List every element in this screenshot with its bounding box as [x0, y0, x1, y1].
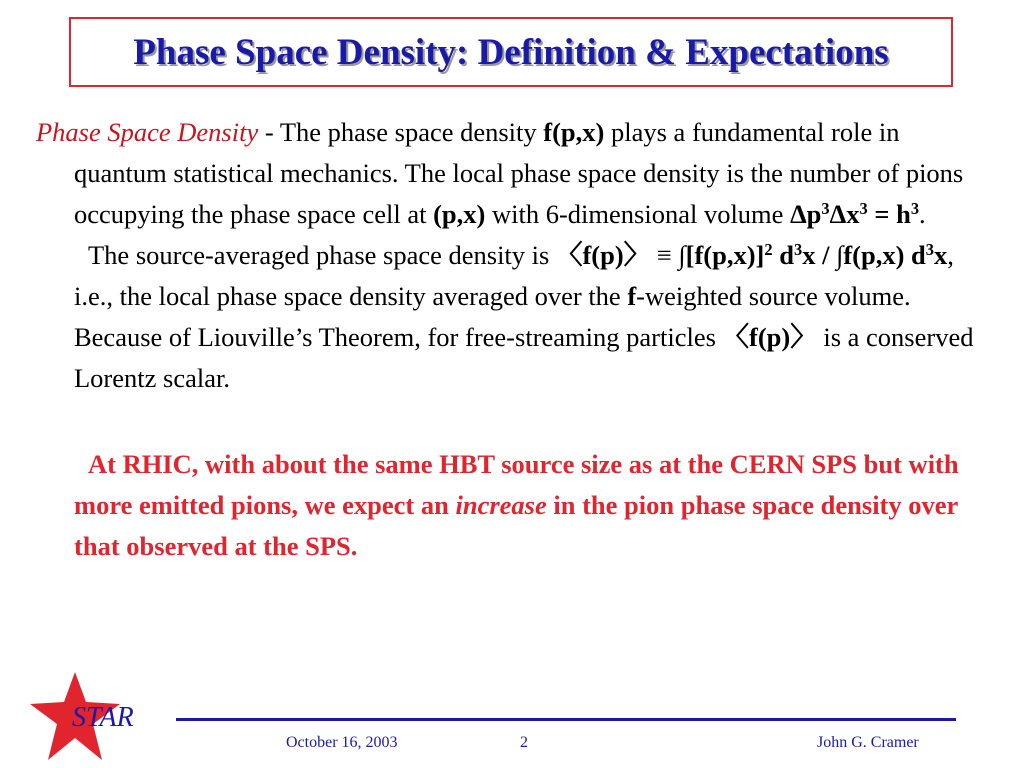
formula-definition [678, 240, 947, 270]
text-run: . [919, 199, 926, 229]
text-run: is a conserved Lorentz scalar. [74, 322, 974, 393]
text-run: At RHIC, with about the same HBT source size as at the CERN SPS but with more emitted pions, we expect an [74, 449, 959, 520]
title-frame [69, 17, 953, 87]
formula-volume [790, 199, 919, 229]
text-run: -weighted source volume. Because of Liouville’s Theorem, for free-streaming particles [74, 281, 911, 352]
slide-title: Phase Space Density: Definition & Expectations [133, 31, 889, 73]
formula-part: x / ∫f(p,x) d [802, 240, 926, 270]
text-run: The source-averaged phase space density is [88, 240, 556, 270]
term-phase-space-density: Phase Space Density [36, 117, 259, 147]
superscript: 3 [910, 198, 920, 218]
formula-part: Δx [829, 199, 860, 229]
text-run: , i.e., the local phase space density averaged over the [74, 240, 954, 311]
superscript: 3 [821, 198, 830, 218]
formula-part: x [934, 240, 948, 270]
text-run: in the pion phase space density over that observed at the SPS. [74, 490, 958, 561]
formula-avg-f: 〈f(p)〉 [555, 240, 651, 270]
formula-part: = h [867, 199, 911, 229]
formula-part: d [772, 240, 794, 270]
footer-page-number: 2 [520, 734, 528, 751]
formula-px: (p,x) [433, 199, 486, 229]
superscript: 3 [859, 198, 868, 218]
paragraph-expectation [36, 444, 996, 567]
formula-f: f [627, 281, 637, 311]
footer-date: October 16, 2003 [286, 734, 398, 751]
text-run: ≡ [650, 240, 679, 270]
paragraph-definition [36, 112, 996, 235]
formula-f-px: f(p,x) [543, 117, 605, 147]
formula-avg-f: 〈f(p)〉 [722, 322, 817, 352]
superscript: 3 [793, 239, 803, 259]
footer-divider [176, 718, 956, 721]
formula-part: ∫[f(p,x)] [678, 240, 765, 270]
text-run: plays a fundamental role in quantum statistical mechanics. The local phase space density is the number of pions occupying the phase space cell at [74, 117, 964, 229]
slide-body [36, 112, 996, 567]
superscript: 3 [925, 239, 934, 259]
paragraph-source-averaged [36, 235, 996, 399]
emphasis-increase: increase [455, 490, 547, 520]
formula-part: Δp [790, 199, 822, 229]
star-logo-text: STAR [72, 702, 134, 733]
superscript: 2 [764, 239, 773, 259]
text-run: - The phase space density [258, 117, 544, 147]
text-run: with 6-dimensional volume [485, 199, 791, 229]
footer-author: John G. Cramer [817, 734, 919, 751]
